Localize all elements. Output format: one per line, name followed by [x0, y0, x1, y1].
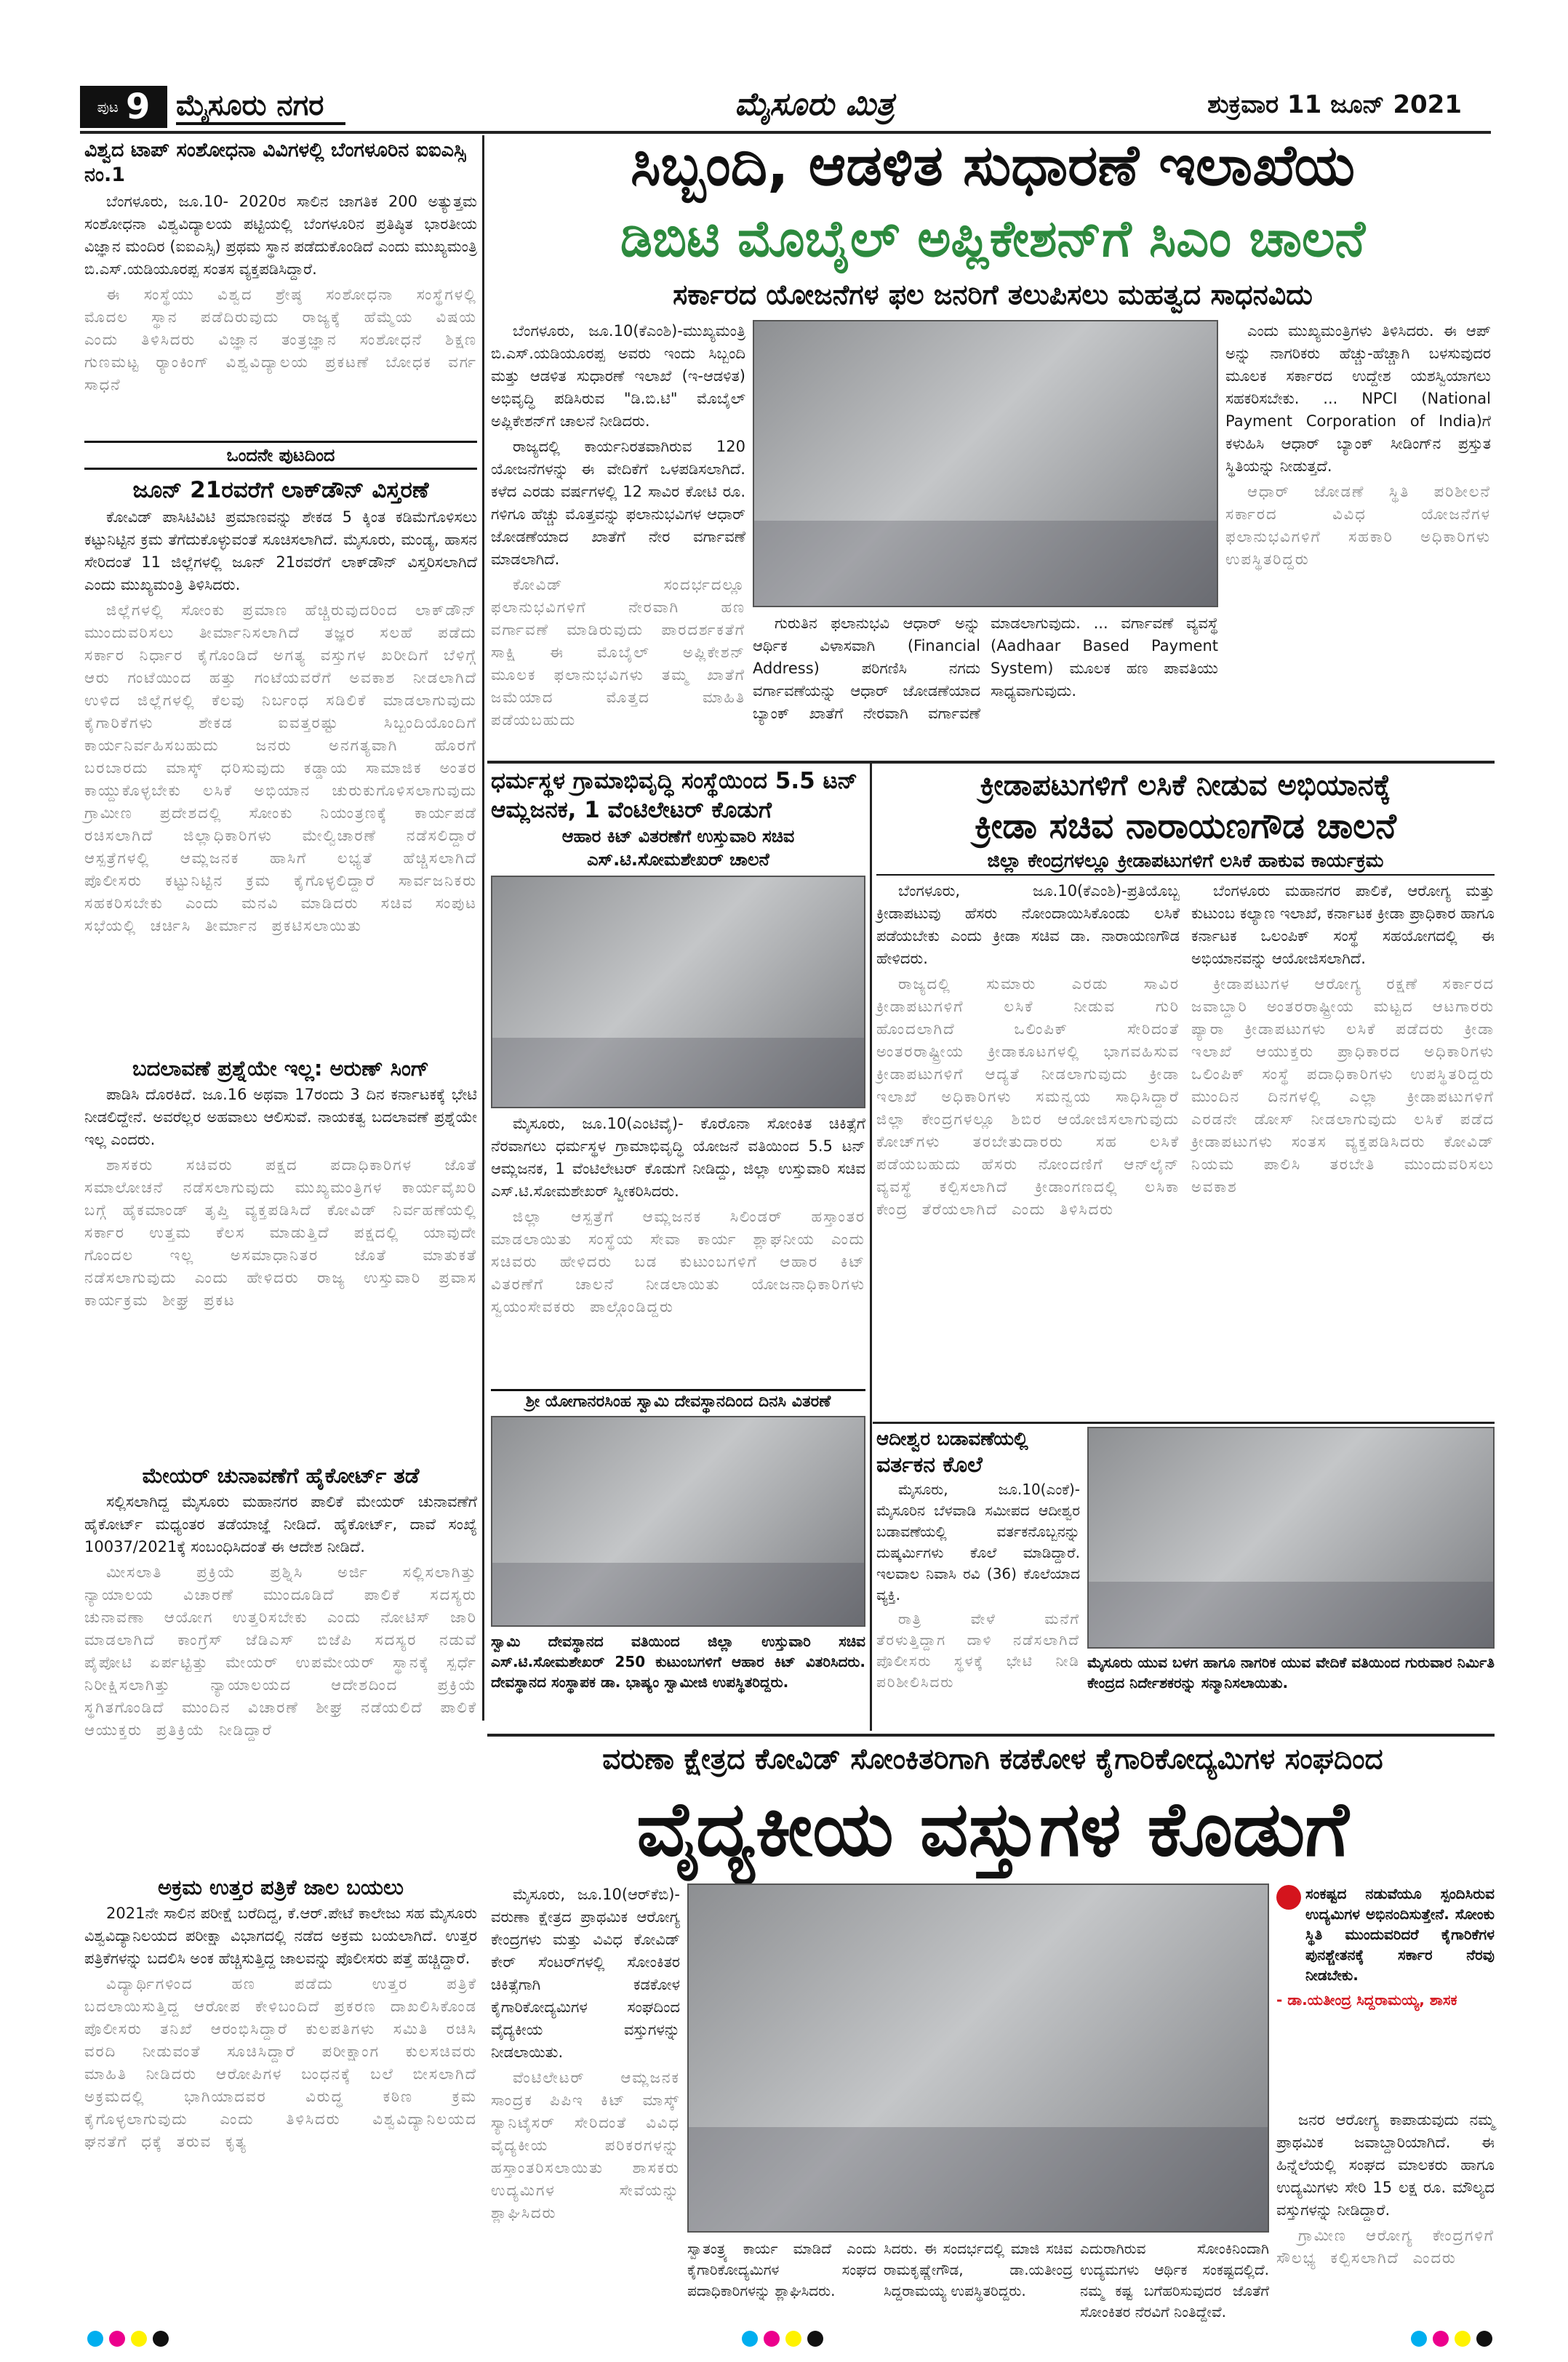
lead-headline-2: ಡಿಬಿಟಿ ಮೊಬೈಲ್ ಅಪ್ಲಿಕೇಶನ್‌ಗೆ ಸಿಎಂ ಚಾಲನೆ: [620, 209, 1366, 268]
page-number-box: [80, 86, 167, 128]
murder-headline-1: ಆದೀಶ್ವರ ಬಡಾವಣೆಯಲ್ಲಿ: [876, 1428, 1028, 1450]
felicitation-photo: [1087, 1427, 1495, 1649]
lockdown-headline: ಜೂನ್ 21ರವರೆಗೆ ಲಾಕ್‌ಡೌನ್ ವಿಸ್ತರಣೆ: [132, 477, 429, 503]
sports-story: [876, 766, 1495, 1421]
felicitation-caption: ಮೈಸೂರು ಯುವ ಬಳಗ ಹಾಗೂ ನಾಗರಿಕ ಯುವ ವೇದಿಕೆ ವತಿಯಿಂದ ಗುರುವಾರ ನಿರ್ಮಿತಿ ಕೇಂದ್ರದ ನಿರ್ದೇಶಕರನ್ನು ಸನ್ಮಾನಿಸಲಾಯಿತು.: [1087, 1654, 1495, 1692]
sports-body-right: ಬೆಂಗಳೂರು ಮಹಾನಗರ ಪಾಲಿಕೆ, ಆರೋಗ್ಯ ಮತ್ತು ಕುಟುಂಬ ಕಲ್ಯಾಣ ಇಲಾಖೆ, ಕರ್ನಾಟಕ ಕ್ರೀಡಾ ಪ್ರಾಧಿಕಾರ ಹಾಗೂ ಕರ್ನಾಟಕ ಒಲಂಪಿಕ್ ಸಂಸ್ಥೆ ಸಹಯೋಗದಲ್ಲಿ ಈ ಅಭಿಯಾನವನ್ನು ಆಯೋಜಿಸಲಾಗಿದೆ. ಕ್ರೀಡಾಪಟುಗಳ ಆರೋಗ್ಯ ರಕ್ಷಣೆ ಸರ್ಕಾರದ ಜವಾಬ್ದಾರಿ ಅಂತರರಾಷ್ಟ್ರೀಯ ಮಟ್ಟದ ಆಟಗಾರರು ಪ್ಯಾರಾ ಕ್ರೀಡಾಪಟುಗಳು ಲಸಿಕೆ ಪಡೆದರು ಕ್ರೀಡಾ ಇಲಾಖೆ ಆಯುಕ್ತರು ಪ್ರಾಧಿಕಾರದ ಅಧಿಕಾರಿಗಳು ಒಲಿಂಪಿಕ್ ಸಂಸ್ಥೆ ಪದಾಧಿಕಾರಿಗಳು ಉಪಸ್ಥಿತರಿದ್ದರು ಮುಂದಿನ ದಿನಗಳಲ್ಲಿ ಎಲ್ಲಾ ಕ್ರೀಡಾಪಟುಗಳಿಗೆ ಎರಡನೇ ಡೋಸ್ ನೀಡಲಾಗುವುದು ಲಸಿಕೆ ಪಡೆದ ಕ್ರೀಡಾಪಟುಗಳು ಸಂತಸ ವ್ಯಕ್ತಪಡಿಸಿದರು ಕೋವಿಡ್ ನಿಯಮ ಪಾಲಿಸಿ ತರಬೇತಿ ಮುಂದುವರಿಸಲು ಅವಕಾಶ: [1191, 882, 1495, 1196]
sports-body-left: ಬೆಂಗಳೂರು, ಜೂ.10(ಕೆಎಂಶಿ)-ಪ್ರತಿಯೊಬ್ಬ ಕ್ರೀಡಾಪಟುವು ಹೆಸರು ನೋಂದಾಯಿಸಿಕೊಂಡು ಲಸಿಕೆ ಪಡೆಯಬೇಕು ಎಂದು ಕ್ರೀಡಾ ಸಚಿವ ಡಾ. ನಾರಾಯಣಗೌಡ ಹೇಳಿದರು. ರಾಜ್ಯದಲ್ಲಿ ಸುಮಾರು ಎರಡು ಸಾವಿರ ಕ್ರೀಡಾಪಟುಗಳಿಗೆ ಲಸಿಕೆ ನೀಡುವ ಗುರಿ ಹೊಂದಲಾಗಿದೆ ಒಲಿಂಪಿಕ್ ಸೇರಿದಂತೆ ಅಂತರರಾಷ್ಟ್ರೀಯ ಕ್ರೀಡಾಕೂಟಗಳಲ್ಲಿ ಭಾಗವಹಿಸುವ ಕ್ರೀಡಾಪಟುಗಳಿಗೆ ಆದ್ಯತೆ ನೀಡಲಾಗುವುದು ಕ್ರೀಡಾ ಇಲಾಖೆ ಅಧಿಕಾರಿಗಳು ಸಮನ್ವಯ ಸಾಧಿಸಿದ್ದಾರೆ ಜಿಲ್ಲಾ ಕೇಂದ್ರಗಳಲ್ಲೂ ಶಿಬಿರ ಆಯೋಜಿಸಲಾಗುವುದು ಕೋಚ್‌ಗಳು ತರಬೇತುದಾರರು ಸಹ ಲಸಿಕೆ ಪಡೆಯಬಹುದು ಹೆಸರು ನೋಂದಣಿಗೆ ಆನ್‌ಲೈನ್ ವ್ಯವಸ್ಥೆ ಕಲ್ಪಿಸಲಾಗಿದೆ ಕ್ರೀಡಾಂಗಣದಲ್ಲಿ ಲಸಿಕಾ ಕೇಂದ್ರ ತೆರೆಯಲಾಗಿದೆ ಎಂದು ತಿಳಿಸಿದರು: [876, 882, 1180, 1218]
temple-photo-label: ಶ್ರೀ ಯೋಗಾನರಸಿಂಹ ಸ್ವಾಮಿ ದೇವಸ್ಥಾನದಿಂದ ದಿನಸಿ ವಿತರಣೆ: [491, 1389, 865, 1413]
lead-col-mid: ಗುರುತಿನ ಫಲಾನುಭವಿ ಆಧಾರ್ ಅನ್ನು ಆರ್ಥಿಕ ವಿಳಾಸವಾಗಿ (Financial Address) ಪರಿಗಣಿಸಿ ನಗದು ವರ್ಗಾವಣೆಯನ್ನು ಆಧಾರ್ ಜೋಡಣೆಯಾದ ಬ್ಯಾಂಕ್ ಖಾತೆಗೆ ನೇರವಾಗಿ ವರ್ಗಾವಣೆ ಮಾಡಲಾಗುವುದು. ... ವರ್ಗಾವಣೆ ವ್ಯವಸ್ಥೆ (Aadhaar Based Payment System) ಮೂಲಕ ಹಣ ಪಾವತಿಯು ಸಾಧ್ಯವಾಗುವುದು.: [753, 614, 1218, 722]
bottom-caption-mid: ಸಿದರು. ಈ ಸಂದರ್ಭದಲ್ಲಿ ಮಾಜಿ ಸಚಿವ ರಾಮಕೃಷ್ಣೇಗೌಡ, ಡಾ.ಯತೀಂದ್ರ ಸಿದ್ದರಾಮಯ್ಯ ಉಪಸ್ಥಿತರಿದ್ದರು.: [884, 2240, 1073, 2299]
arun-singh-headline: ಬದಲಾವಣೆ ಪ್ರಶ್ನೆಯೇ ಇಲ್ಲ: ಅರುಣ್ ಸಿಂಗ್: [132, 1056, 429, 1081]
lead-subhead: ಸರ್ಕಾರದ ಯೋಜನೆಗಳ ಫಲ ಜನರಿಗೆ ತಲುಪಿಸಲು ಮಹತ್ವದ ಸಾಧನವಿದು: [673, 279, 1313, 311]
dharmastala-sub2: ಎಸ್.ಟಿ.ಸೋಮಶೇಖರ್ ಚಾಲನೆ: [587, 849, 769, 870]
murder-story: [876, 1427, 1080, 1732]
temple-photo: [491, 1416, 865, 1627]
iisc-headline: ವಿಶ್ವದ ಟಾಪ್ ಸಂಶೋಧನಾ ವಿವಿಗಳಲ್ಲಿ ಬೆಂಗಳೂರಿನ ಐಐಎಸ್ಸಿ ನಂ.1: [84, 139, 466, 186]
dharmastala-body: ಮೈಸೂರು, ಜೂ.10(ಎಂಟಿವೈ)- ಕೊರೊನಾ ಸೋಂಕಿತ ಚಿಕಿತ್ಸೆಗೆ ನೆರವಾಗಲು ಧರ್ಮಸ್ಥಳ ಗ್ರಾಮಾಭಿವೃದ್ಧಿ ಯೋಜನೆ ವತಿಯಿಂದ 5.5 ಟನ್ ಆಮ್ಲಜನಕ, 1 ವೆಂಟಿಲೇಟರ್ ಕೊಡುಗೆ ನೀಡಿದ್ದು, ಜಿಲ್ಲಾ ಉಸ್ತುವಾರಿ ಸಚಿವ ಎಸ್.ಟಿ.ಸೋಮಶೇಖರ್ ಸ್ವೀಕರಿಸಿದರು. ಜಿಲ್ಲಾ ಆಸ್ಪತ್ರೆಗೆ ಆಮ್ಲಜನಕ ಸಿಲಿಂಡರ್ ಹಸ್ತಾಂತರ ಮಾಡಲಾಯಿತು ಸಂಸ್ಥೆಯ ಸೇವಾ ಕಾರ್ಯ ಶ್ಲಾಘನೀಯ ಎಂದು ಸಚಿವರು ಹೇಳಿದರು ಬಡ ಕುಟುಂಬಗಳಿಗೆ ಆಹಾರ ಕಿಟ್ ವಿತರಣೆಗೆ ಚಾಲನೆ ನೀಡಲಾಯಿತು ಯೋಜನಾಧಿಕಾರಿಗಳು ಸ್ವಯಂಸೇವಕರು ಪಾಲ್ಗೊಂಡಿದ್ದರು: [491, 1115, 865, 1316]
col1-divider: [482, 135, 484, 1721]
quote-dot-icon: [1276, 1885, 1301, 1910]
dharmastala-photo: [491, 876, 865, 1108]
bottom-headline-1: ವರುಣಾ ಕ್ಷೇತ್ರದ ಕೋವಿಡ್ ಸೋಂಕಿತರಿಗಾಗಿ ಕಡಕೋಳ ಕೈಗಾರಿಕೋದ್ಯಮಿಗಳ ಸಂಘದಿಂದ: [602, 1743, 1383, 1776]
sports-headline-2: ಕ್ರೀಡಾ ಸಚಿವ ನಾರಾಯಣಗೌಡ ಚಾಲನೆ: [975, 806, 1396, 846]
section-name: ಮೈಸೂರು ನಗರ: [176, 89, 345, 125]
dharmastala-headline: ಧರ್ಮಸ್ಥಳ ಗ್ರಾಮಾಭಿವೃದ್ಧಿ ಸಂಸ್ಥೆಯಿಂದ 5.5 ಟನ್ ಆಮ್ಲಜನಕ, 1 ವೆಂಟಿಲೇಟರ್ ಕೊಡುಗೆ: [491, 768, 858, 823]
dharmastala-story: [491, 766, 865, 1385]
mayor-headline: ಮೇಯರ್ ಚುನಾವಣೆಗೆ ಹೈಕೋರ್ಟ್ ತಡೆ: [142, 1463, 420, 1488]
lockdown-body: ಕೋವಿಡ್ ಪಾಸಿಟಿವಿಟಿ ಪ್ರಮಾಣವನ್ನು ಶೇಕಡ 5 ಕ್ಕಿಂತ ಕಡಿಮೆಗೊಳಿಸಲು ಕಟ್ಟುನಿಟ್ಟಿನ ಕ್ರಮ ತೆಗೆದುಕೊಳ್ಳುವಂತೆ ಸೂಚಿಸಲಾಗಿದೆ. ಮೈಸೂರು, ಮಂಡ್ಯ, ಹಾಸನ ಸೇರಿದಂತೆ 11 ಜಿಲ್ಲೆಗಳಲ್ಲಿ ಜೂನ್ 21ರವರೆಗೆ ಲಾಕ್‌ಡೌನ್ ವಿಸ್ತರಿಸಲಾಗಿದೆ ಎಂದು ಮುಖ್ಯಮಂತ್ರಿ ತಿಳಿಸಿದರು. ಜಿಲ್ಲೆಗಳಲ್ಲಿ ಸೋಂಕು ಪ್ರಮಾಣ ಹೆಚ್ಚಿರುವುದರಿಂದ ಲಾಕ್‌ಡೌನ್ ಮುಂದುವರಿಸಲು ತೀರ್ಮಾನಿಸಲಾಗಿದೆ ತಜ್ಞರ ಸಲಹೆ ಪಡೆದು ಸರ್ಕಾರ ನಿರ್ಧಾರ ಕೈಗೊಂಡಿದೆ ಅಗತ್ಯ ವಸ್ತುಗಳ ಖರೀದಿಗೆ ಬೆಳಿಗ್ಗೆ ಆರು ಗಂಟೆಯಿಂದ ಹತ್ತು ಗಂಟೆಯವರೆಗೆ ಅವಕಾಶ ನೀಡಲಾಗಿದೆ ಉಳಿದ ಜಿಲ್ಲೆಗಳಲ್ಲಿ ಕೆಲವು ನಿರ್ಬಂಧ ಸಡಿಲಿಕೆ ಮಾಡಲಾಗುವುದು ಕೈಗಾರಿಕೆಗಳು ಶೇಕಡ ಐವತ್ತರಷ್ಟು ಸಿಬ್ಬಂದಿಯೊಂದಿಗೆ ಕಾರ್ಯನಿರ್ವಹಿಸಬಹುದು ಜನರು ಅನಗತ್ಯವಾಗಿ ಹೊರಗೆ ಬರಬಾರದು ಮಾಸ್ಕ್ ಧರಿಸುವುದು ಕಡ್ಡಾಯ ಸಾಮಾಜಿಕ ಅಂತರ ಕಾಯ್ದುಕೊಳ್ಳಬೇಕು ಲಸಿಕೆ ಅಭಿಯಾನ ಚುರುಕುಗೊಳಿಸಲಾಗುವುದು ಗ್ರಾಮೀಣ ಪ್ರದೇಶದಲ್ಲಿ ಸೋಂಕು ನಿಯಂತ್ರಣಕ್ಕೆ ಕಾರ್ಯಪಡೆ ರಚಿಸಲಾಗಿದೆ ಜಿಲ್ಲಾಧಿಕಾರಿಗಳು ಮೇಲ್ವಿಚಾರಣೆ ನಡೆಸಲಿದ್ದಾರೆ ಆಸ್ಪತ್ರೆಗಳಲ್ಲಿ ಆಮ್ಲಜನಕ ಹಾಸಿಗೆ ಲಭ್ಯತೆ ಹೆಚ್ಚಿಸಲಾಗಿದೆ ಪೊಲೀಸರು ಕಟ್ಟುನಿಟ್ಟಿನ ಕ್ರಮ ಕೈಗೊಳ್ಳಲಿದ್ದಾರೆ ಸಾರ್ವಜನಿಕರು ಸಹಕರಿಸಬೇಕು ಎಂದು ಮನವಿ ಮಾಡಿದರು ಸಚಿವ ಸಂಪುಟ ಸಭೆಯಲ್ಲಿ ಚರ್ಚಿಸಿ ತೀರ್ಮಾನ ಪ್ರಕಟಿಸಲಾಯಿತು: [84, 508, 477, 934]
temple-story: [491, 1389, 865, 1731]
quote-author: - ಡಾ.ಯತೀಂದ್ರ ಸಿದ್ದರಾಮಯ್ಯ, ಶಾಸಕ: [1276, 1991, 1457, 2009]
sports-bottom-rule: [873, 1422, 1495, 1424]
exam-body: 2021ನೇ ಸಾಲಿನ ಪರೀಕ್ಷೆ ಬರೆದಿದ್ದ, ಕೆ.ಆರ್.ಪೇಟೆ ಕಾಲೇಜು ಸಹ ಮೈಸೂರು ವಿಶ್ವವಿದ್ಯಾನಿಲಯದ ಪರೀಕ್ಷಾ ವಿಭಾಗದಲ್ಲಿ ನಡೆದ ಅಕ್ರಮ ಬಯಲಾಗಿದೆ. ಉತ್ತರ ಪತ್ರಿಕೆಗಳನ್ನು ಬದಲಿಸಿ ಅಂಕ ಹೆಚ್ಚಿಸುತ್ತಿದ್ದ ಜಾಲವನ್ನು ಪೊಲೀಸರು ಪತ್ತೆ ಹಚ್ಚಿದ್ದಾರೆ. ವಿದ್ಯಾರ್ಥಿಗಳಿಂದ ಹಣ ಪಡೆದು ಉತ್ತರ ಪತ್ರಿಕೆ ಬದಲಾಯಿಸುತ್ತಿದ್ದ ಆರೋಪ ಕೇಳಿಬಂದಿದೆ ಪ್ರಕರಣ ದಾಖಲಿಸಿಕೊಂಡ ಪೊಲೀಸರು ತನಿಖೆ ಆರಂಭಿಸಿದ್ದಾರೆ ಕುಲಪತಿಗಳು ಸಮಿತಿ ರಚಿಸಿ ವರದಿ ನೀಡುವಂತೆ ಸೂಚಿಸಿದ್ದಾರೆ ಪರೀಕ್ಷಾಂಗ ಕುಲಸಚಿವರು ಮಾಹಿತಿ ನೀಡಿದರು ಆರೋಪಿಗಳ ಬಂಧನಕ್ಕೆ ಬಲೆ ಬೀಸಲಾಗಿದೆ ಅಕ್ರಮದಲ್ಲಿ ಭಾಗಿಯಾದವರ ವಿರುದ್ಧ ಕಠಿಣ ಕ್ರಮ ಕೈಗೊಳ್ಳಲಾಗುವುದು ಎಂದು ತಿಳಿಸಿದರು ವಿಶ್ವವಿದ್ಯಾನಿಲಯದ ಘನತೆಗೆ ಧಕ್ಕೆ ತರುವ ಕೃತ್ಯ: [84, 1905, 477, 2150]
lead-headline-1: ಸಿಬ್ಬಂದಿ, ಆಡಳಿತ ಸುಧಾರಣೆ ಇಲಾಖೆಯ: [630, 133, 1356, 199]
bottom-section-rule: [487, 1734, 1495, 1737]
kicker-box: ಒಂದನೇ ಪುಟದಿಂದ: [84, 441, 477, 470]
bottom-col4: ಜನರ ಆರೋಗ್ಯ ಕಾಪಾಡುವುದು ನಮ್ಮ ಪ್ರಾಥಮಿಕ ಜವಾಬ್ದಾರಿಯಾಗಿದೆ. ಈ ಹಿನ್ನೆಲೆಯಲ್ಲಿ ಸಂಘದ ಮಾಲಕರು ಹಾಗೂ ಉದ್ಯಮಿಗಳು ಸೇರಿ 15 ಲಕ್ಷ ರೂ. ಮೌಲ್ಯದ ವಸ್ತುಗಳನ್ನು ನೀಡಿದ್ದಾರೆ. ಗ್ರಾಮೀಣ ಆರೋಗ್ಯ ಕೇಂದ್ರಗಳಿಗೆ ಸೌಲಭ್ಯ ಕಲ್ಪಿಸಲಾಗಿದೆ ಎಂದರು: [1276, 2111, 1495, 2267]
quote-text: ಸಂಕಷ್ಟದ ನಡುವೆಯೂ ಸ್ಪಂದಿಸಿರುವ ಉದ್ಯಮಿಗಳ ಅಭಿನಂದಿಸುತ್ತೇನೆ. ಸೋಂಕು ಸ್ಥಿತಿ ಮುಂದುವರಿದರೆ ಕೈಗಾರಿಕೆಗಳ ಪುನಶ್ಚೇತನಕ್ಕೆ ಸರ್ಕಾರ ನೆರವು ನೀಡಬೇಕು.: [1305, 1885, 1495, 1984]
bottom-headline-2: ವೈದ್ಯಕೀಯ ವಸ್ತುಗಳ ಕೊಡುಗೆ: [636, 1785, 1349, 1873]
dharmastala-sub1: ಆಹಾರ ಕಿಟ್ ವಿತರಣೆಗೆ ಉಸ್ತುವಾರಿ ಸಚಿವ: [561, 826, 795, 846]
lead-col-right: ಎಂದು ಮುಖ್ಯಮಂತ್ರಿಗಳು ತಿಳಿಸಿದರು. ಈ ಆಪ್ ಅನ್ನು ನಾಗರಿಕರು ಹೆಚ್ಚು-ಹೆಚ್ಚಾಗಿ ಬಳಸುವುದರ ಮೂಲಕ ಸರ್ಕಾರದ ಉದ್ದೇಶ ಯಶಸ್ವಿಯಾಗಲು ಸಹಕರಿಸಬೇಕು. ... NPCI (National Payment Corporation of India)ಗೆ ಕಳುಹಿಸಿ ಆಧಾರ್ ಬ್ಯಾಂಕ್ ಸೀಡಿಂಗ್‌ನ ಪ್ರಸ್ತುತ ಸ್ಥಿತಿಯನ್ನು ನೀಡುತ್ತದೆ. ಆಧಾರ್ ಜೋಡಣೆ ಸ್ಥಿತಿ ಪರಿಶೀಲನೆ ಸರ್ಕಾರದ ವಿವಿಧ ಯೋಜನೆಗಳ ಫಲಾನುಭವಿಗಳಿಗೆ ಸಹಕಾರಿ ಅಧಿಕಾರಿಗಳು ಉಪಸ್ಥಿತರಿದ್ದರು: [1225, 322, 1491, 568]
donation-photo: [687, 1883, 1269, 2233]
iisc-body: ಬೆಂಗಳೂರು, ಜೂ.10- 2020ರ ಸಾಲಿನ ಜಾಗತಿಕ 200 ಅತ್ಯುತ್ತಮ ಸಂಶೋಧನಾ ವಿಶ್ವವಿದ್ಯಾಲಯ ಪಟ್ಟಿಯಲ್ಲಿ ಬೆಂಗಳೂರಿನ ಪ್ರತಿಷ್ಠಿತ ಭಾರತೀಯ ವಿಜ್ಞಾನ ಮಂದಿರ (ಐಐಎಸ್ಸಿ) ಪ್ರಥಮ ಸ್ಥಾನ ಪಡೆದುಕೊಂಡಿದೆ ಎಂದು ಮುಖ್ಯಮಂತ್ರಿ ಬಿ.ಎಸ್.ಯಡಿಯೂರಪ್ಪ ಸಂತಸ ವ್ಯಕ್ತಪಡಿಸಿದ್ದಾರೆ. ಈ ಸಂಸ್ಥೆಯು ವಿಶ್ವದ ಶ್ರೇಷ್ಠ ಸಂಶೋಧನಾ ಸಂಸ್ಥೆಗಳಲ್ಲಿ ಮೊದಲ ಸ್ಥಾನ ಪಡೆದಿರುವುದು ರಾಜ್ಯಕ್ಕೆ ಹೆಮ್ಮೆಯ ವಿಷಯ ಎಂದು ತಿಳಿಸಿದರು ವಿಜ್ಞಾನ ತಂತ್ರಜ್ಞಾನ ಸಂಶೋಧನೆ ಶಿಕ್ಷಣ ಗುಣಮಟ್ಟ ರ‍್ಯಾಂಕಿಂಗ್ ವಿಶ್ವವಿದ್ಯಾಲಯ ಪ್ರಕಟಣೆ ಬೋಧಕ ವರ್ಗ ಸಾಧನೆ: [84, 193, 477, 393]
page-number: 9: [125, 87, 151, 127]
exam-story: [84, 1872, 477, 2308]
masthead: [80, 86, 1491, 131]
temple-caption: ಸ್ವಾಮಿ ದೇವಸ್ಥಾನದ ವತಿಯಿಂದ ಜಿಲ್ಲಾ ಉಸ್ತುವಾರಿ ಸಚಿವ ಎಸ್.ಟಿ.ಸೋಮಶೇಖರ್ 250 ಕುಟುಂಬಗಳಿಗೆ ಆಹಾರ ಕಿಟ್ ವಿತರಿಸಿದರು. ದೇವಸ್ಥಾನದ ಸಂಸ್ಥಾಪಕ ಡಾ. ಭಾಷ್ಯಂ ಸ್ವಾಮೀಜಿ ಉಪಸ್ಥಿತರಿದ್ದರು.: [491, 1633, 865, 1691]
arun-singh-story: [84, 1053, 477, 1457]
murder-headline-2: ವರ್ತಕನ ಕೊಲೆ: [876, 1452, 983, 1478]
page-label: ಪುಟ: [97, 98, 119, 116]
bottom-col1: ಮೈಸೂರು, ಜೂ.10(ಆರ್‌ಕೆಬಿ)- ವರುಣಾ ಕ್ಷೇತ್ರದ ಪ್ರಾಥಮಿಕ ಆರೋಗ್ಯ ಕೇಂದ್ರಗಳು ಮತ್ತು ವಿವಿಧ ಕೋವಿಡ್ ಕೇರ್ ಸೆಂಟರ್‌ಗಳಲ್ಲಿ ಸೋಂಕಿತರ ಚಿಕಿತ್ಸೆಗಾಗಿ ಕಡಕೋಳ ಕೈಗಾರಿಕೋದ್ಯಮಿಗಳ ಸಂಘದಿಂದ ವೈದ್ಯಕೀಯ ವಸ್ತುಗಳನ್ನು ನೀಡಲಾಯಿತು. ವೆಂಟಿಲೇಟರ್ ಆಮ್ಲಜನಕ ಸಾಂದ್ರಕ ಪಿಪಿಇ ಕಿಟ್ ಮಾಸ್ಕ್ ಸ್ಯಾನಿಟೈಸರ್ ಸೇರಿದಂತೆ ವಿವಿಧ ವೈದ್ಯಕೀಯ ಪರಿಕರಗಳನ್ನು ಹಸ್ತಾಂತರಿಸಲಾಯಿತು ಶಾಸಕರು ಉದ್ಯಮಿಗಳ ಸೇವೆಯನ್ನು ಶ್ಲಾಘಿಸಿದರು: [491, 1886, 680, 2222]
iisc-rank-story: [84, 138, 477, 436]
arun-singh-body: ಪಾಡಿಸಿ ದೊರಕಿದೆ. ಜೂ.16 ಅಥವಾ 17ರಂದು 3 ದಿನ ಕರ್ನಾಟಕಕ್ಕೆ ಭೇಟಿ ನೀಡಲಿದ್ದೇನೆ. ಅವರೆಲ್ಲರ ಅಹವಾಲು ಆಲಿಸುವೆ. ನಾಯಕತ್ವ ಬದಲಾವಣೆ ಪ್ರಶ್ನೆಯೇ ಇಲ್ಲ ಎಂದರು. ಶಾಸಕರು ಸಚಿವರು ಪಕ್ಷದ ಪದಾಧಿಕಾರಿಗಳ ಜೊತೆ ಸಮಾಲೋಚನೆ ನಡೆಸಲಾಗುವುದು ಮುಖ್ಯಮಂತ್ರಿಗಳ ಕಾರ್ಯವೈಖರಿ ಬಗ್ಗೆ ಹೈಕಮಾಂಡ್ ತೃಪ್ತಿ ವ್ಯಕ್ತಪಡಿಸಿದೆ ಕೋವಿಡ್ ನಿರ್ವಹಣೆಯಲ್ಲಿ ಸರ್ಕಾರ ಉತ್ತಮ ಕೆಲಸ ಮಾಡುತ್ತಿದೆ ಪಕ್ಷದಲ್ಲಿ ಯಾವುದೇ ಗೊಂದಲ ಇಲ್ಲ ಅಸಮಾಧಾನಿತರ ಜೊತೆ ಮಾತುಕತೆ ನಡೆಸಲಾಗುವುದು ಎಂದು ಹೇಳಿದರು ರಾಜ್ಯ ಉಸ್ತುವಾರಿ ಪ್ರವಾಸ ಕಾರ್ಯಕ್ರಮ ಶೀಘ್ರ ಪ್ರಕಟ: [84, 1086, 477, 1309]
mayor-story: [84, 1460, 477, 1867]
lead-photo-cm-launch: [753, 320, 1218, 607]
murder-body: ಮೈಸೂರು, ಜೂ.10(ಎಂಕೆ)- ಮೈಸೂರಿನ ಬೆಳವಾಡಿ ಸಮೀಪದ ಆದೀಶ್ವರ ಬಡಾವಣೆಯಲ್ಲಿ ವರ್ತಕನೊಬ್ಬನನ್ನು ದುಷ್ಕರ್ಮಿಗಳು ಕೊಲೆ ಮಾಡಿದ್ದಾರೆ. ಇಲವಾಲ ನಿವಾಸಿ ರವಿ (36) ಕೊಲೆಯಾದ ವ್ಯಕ್ತಿ. ರಾತ್ರಿ ವೇಳೆ ಮನೆಗೆ ತೆರಳುತ್ತಿದ್ದಾಗ ದಾಳಿ ನಡೆಸಲಾಗಿದೆ ಪೊಲೀಸರು ಸ್ಥಳಕ್ಕೆ ಭೇಟಿ ನೀಡಿ ಪರಿಶೀಲಿಸಿದರು: [876, 1481, 1080, 1691]
exam-headline: ಅಕ್ರಮ ಉತ್ತರ ಪತ್ರಿಕೆ ಜಾಲ ಬಯಲು: [158, 1875, 404, 1899]
lead-col-left: ಬೆಂಗಳೂರು, ಜೂ.10(ಕೆಎಂಶಿ)-ಮುಖ್ಯಮಂತ್ರಿ ಬಿ.ಎಸ್.ಯಡಿಯೂರಪ್ಪ ಅವರು ಇಂದು ಸಿಬ್ಬಂದಿ ಮತ್ತು ಆಡಳಿತ ಸುಧಾರಣೆ ಇಲಾಖೆ (ಇ-ಆಡಳಿತ) ಅಭಿವೃದ್ಧಿ ಪಡಿಸಿರುವ "ಡಿ.ಬಿ.ಟಿ" ಮೊಬೈಲ್ ಅಪ್ಲಿಕೇಶನ್‌ಗೆ ಚಾಲನೆ ನೀಡಿದರು. ರಾಜ್ಯದಲ್ಲಿ ಕಾರ್ಯನಿರತವಾಗಿರುವ 120 ಯೋಜನೆಗಳನ್ನು ಈ ವೇದಿಕೆಗೆ ಒಳಪಡಿಸಲಾಗಿದೆ. ಕಳೆದ ಎರಡು ವರ್ಷಗಳಲ್ಲಿ 12 ಸಾವಿರ ಕೋಟಿ ರೂ. ಗಳಿಗೂ ಹೆಚ್ಚು ಮೊತ್ತವನ್ನು ಫಲಾನುಭವಿಗಳ ಆಧಾರ್ ಜೋಡಣೆಯಾದ ಖಾತೆಗೆ ನೇರ ವರ್ಗಾವಣೆ ಮಾಡಲಾಗಿದೆ. ಕೋವಿಡ್ ಸಂದರ್ಭದಲ್ಲೂ ಫಲಾನುಭವಿಗಳಿಗೆ ನೇರವಾಗಿ ಹಣ ವರ್ಗಾವಣೆ ಮಾಡಿರುವುದು ಪಾರದರ್ಶಕತೆಗೆ ಸಾಕ್ಷಿ ಈ ಮೊಬೈಲ್ ಅಪ್ಲಿಕೇಶನ್ ಮೂಲಕ ಫಲಾನುಭವಿಗಳು ತಮ್ಮ ಖಾತೆಗೆ ಜಮೆಯಾದ ಮೊತ್ತದ ಮಾಹಿತಿ ಪಡೆಯಬಹುದು: [491, 322, 745, 729]
bottom-caption-left: ಸ್ವಾತಂತ್ರ್ಯ ಕಾರ್ಯ ಮಾಡಿದೆ ಎಂದು ಕೈಗಾರಿಕೋದ್ಯಮಿಗಳ ಸಂಘದ ಪದಾಧಿಕಾರಿಗಳನ್ನು ಶ್ಲಾಘಿಸಿದರು.: [687, 2240, 876, 2299]
quote-box: [1276, 1883, 1495, 2102]
sports-subhead: ಜಿಲ್ಲಾ ಕೇಂದ್ರಗಳಲ್ಲೂ ಕ್ರೀಡಾಪಟುಗಳಿಗೆ ಲಸಿಕೆ ಹಾಕುವ ಕಾರ್ಯಕ್ರಮ: [876, 848, 1495, 876]
mayor-body: ಸಲ್ಲಿಸಲಾಗಿದ್ದ ಮೈಸೂರು ಮಹಾನಗರ ಪಾಲಿಕೆ ಮೇಯರ್ ಚುನಾವಣೆಗೆ ಹೈಕೋರ್ಟ್ ಮಧ್ಯಂತರ ತಡೆಯಾಜ್ಞೆ ನೀಡಿದೆ. ಹೈಕೋರ್ಟ್, ದಾವೆ ಸಂಖ್ಯೆ 10037/2021ಕ್ಕೆ ಸಂಬಂಧಿಸಿದಂತೆ ಈ ಆದೇಶ ನೀಡಿದೆ. ಮೀಸಲಾತಿ ಪ್ರಕ್ರಿಯೆ ಪ್ರಶ್ನಿಸಿ ಅರ್ಜಿ ಸಲ್ಲಿಸಲಾಗಿತ್ತು ನ್ಯಾಯಾಲಯ ವಿಚಾರಣೆ ಮುಂದೂಡಿದೆ ಪಾಲಿಕೆ ಸದಸ್ಯರು ಚುನಾವಣಾ ಆಯೋಗ ಉತ್ತರಿಸಬೇಕು ಎಂದು ನೋಟಿಸ್ ಜಾರಿ ಮಾಡಲಾಗಿದೆ ಕಾಂಗ್ರೆಸ್ ಜೆಡಿಎಸ್ ಬಿಜೆಪಿ ಸದಸ್ಯರ ನಡುವೆ ಪೈಪೋಟಿ ಏರ್ಪಟ್ಟಿತ್ತು ಮೇಯರ್ ಉಪಮೇಯರ್ ಸ್ಥಾನಕ್ಕೆ ಸ್ಪರ್ಧೆ ನಿರೀಕ್ಷಿಸಲಾಗಿತ್ತು ನ್ಯಾಯಾಲಯದ ಆದೇಶದಿಂದ ಪ್ರಕ್ರಿಯೆ ಸ್ಥಗಿತಗೊಂಡಿದೆ ಮುಂದಿನ ವಿಚಾರಣೆ ಶೀಘ್ರ ನಡೆಯಲಿದೆ ಪಾಲಿಕೆ ಆಯುಕ್ತರು ಪ್ರತಿಕ್ರಿಯೆ ನೀಡಿದ್ದಾರೆ: [84, 1493, 477, 1739]
bottom-col3: ಎದುರಾಗಿರುವ ಸೋಂಕಿನಿಂದಾಗಿ ಉದ್ಯಮಗಳು ಆರ್ಥಿಕ ಸಂಕಷ್ಟದಲ್ಲಿದೆ. ನಮ್ಮ ಕಷ್ಟ ಬಗೆಹರಿಸುವುದರ ಜೊತೆಗೆ ಸೋಂಕಿತರ ನೆರವಿಗೆ ನಿಂತಿದ್ದೇವೆ.: [1080, 2240, 1269, 2321]
issue-date: ಶುಕ್ರವಾರ 11 ಜೂನ್ 2021: [1207, 90, 1462, 119]
lead-bottom-rule: [487, 761, 1495, 764]
sports-headline-1: ಕ್ರೀಡಾಪಟುಗಳಿಗೆ ಲಸಿಕೆ ನೀಡುವ ಅಭಿಯಾನಕ್ಕೆ: [980, 769, 1391, 802]
mid-divider: [870, 764, 872, 1731]
lockdown-story: [84, 474, 477, 1049]
paper-name: ಮೈಸೂರು ಮಿತ್ರ: [735, 86, 895, 123]
